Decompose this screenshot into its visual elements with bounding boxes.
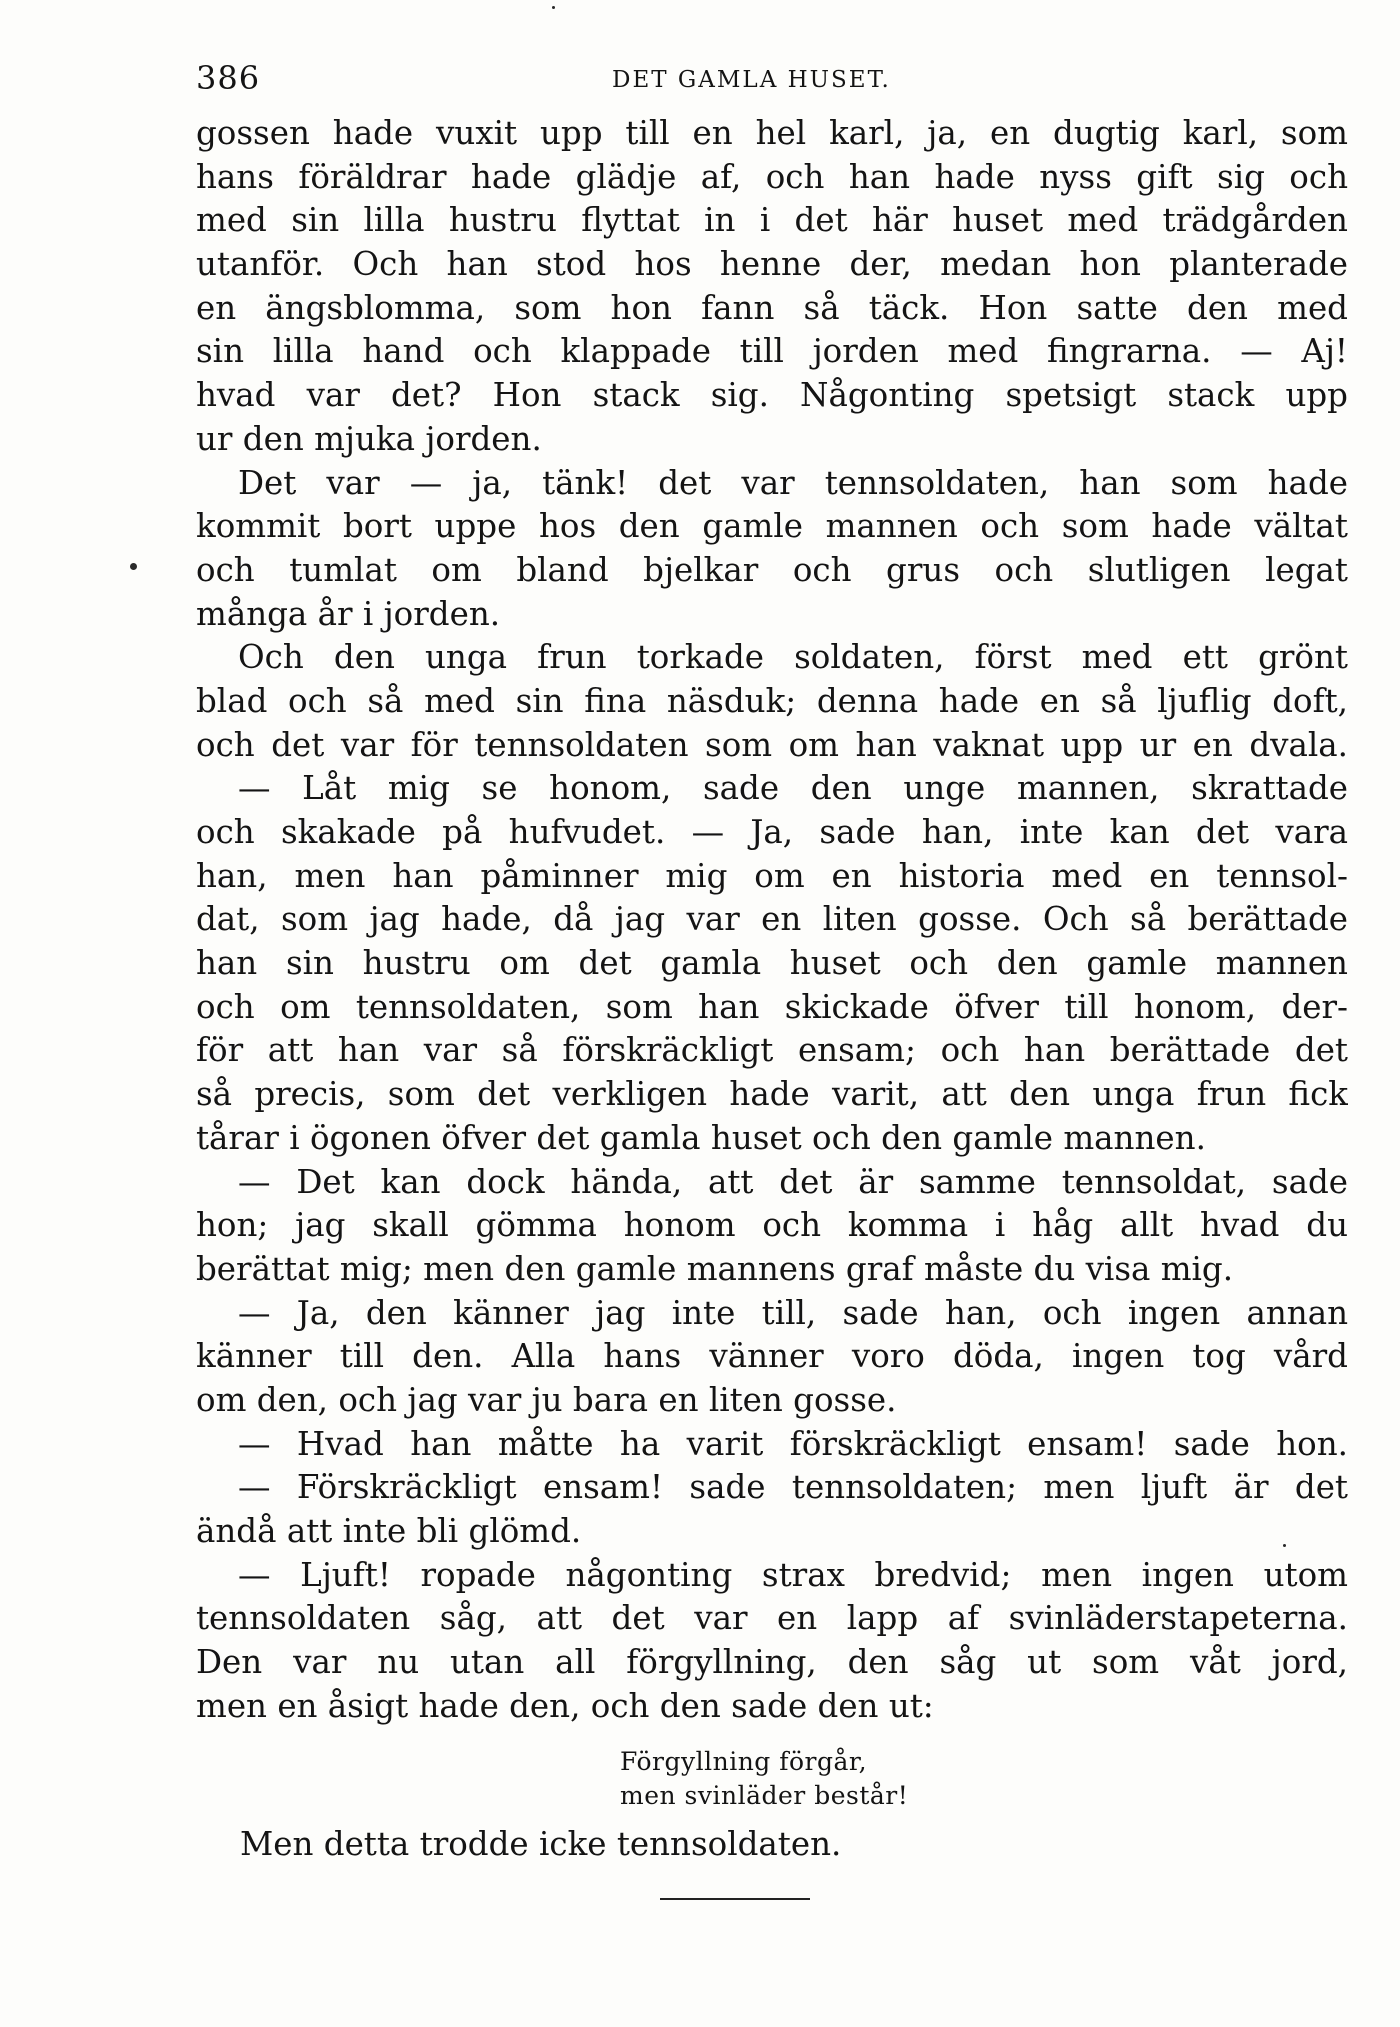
text-line: men en åsigt hade den, och den sade den ut: (196, 1686, 934, 1725)
end-rule (660, 1898, 810, 1900)
text-line: dat, som jag hade, då jag var en liten gosse. Och så berättade (196, 900, 1348, 939)
verse-line: men svinläder består! (620, 1781, 909, 1810)
text-line: och det var för tennsoldaten som om han vaknat upp ur en dvala. (196, 725, 1348, 764)
verse-block (620, 1745, 908, 1813)
running-head (196, 58, 1346, 98)
print-speck (552, 6, 555, 9)
text-line: Den var nu utan all förgyllning, den såg ut som våt jord, (196, 1643, 1348, 1682)
text-line: tennsoldaten såg, att det var en lapp af svinläderstapeterna. (196, 1599, 1348, 1638)
verse-line: Förgyllning förgår, (620, 1747, 868, 1776)
text-line: — Hvad han måtte ha varit förskräckligt ensam! sade hon. (238, 1424, 1348, 1463)
text-line: hvad var det? Hon stack sig. Någonting spetsigt stack upp (196, 376, 1348, 415)
text-line: tårar i ögonen öfver det gamla huset och den gamle mannen. (196, 1118, 1206, 1157)
text-line: gossen hade vuxit upp till en hel karl, ja, en dugtig karl, som (196, 114, 1348, 152)
text-line: sin lilla hand och klappade till jorden med fingrarna. — Aj! (196, 332, 1348, 371)
page-number: 386 (196, 59, 261, 97)
text-line: för att han var så förskräckligt ensam; och han berättade det (196, 1031, 1348, 1070)
print-speck (1283, 1544, 1286, 1547)
text-line: blad och så med sin fina näsduk; denna hade en så ljuflig doft, (196, 681, 1348, 720)
text-line: så precis, som det verkligen hade varit, att den unga frun fick (196, 1075, 1348, 1114)
text-line: och skakade på hufvudet. — Ja, sade han, inte kan det vara (196, 813, 1348, 851)
closing-line: Men detta trodde icke tennsoldaten. (240, 1825, 842, 1863)
text-line: — Förskräckligt ensam! sade tennsoldaten; men ljuft är det (238, 1468, 1348, 1507)
text-line: känner till den. Alla hans vänner voro döda, ingen tog vård (196, 1337, 1348, 1376)
running-title: DET GAMLA HUSET. (612, 67, 891, 93)
text-line: en ängsblomma, som hon fann så täck. Hon satte den med (196, 288, 1348, 327)
text-line: och tumlat om bland bjelkar och grus och slutligen legat (196, 550, 1348, 589)
text-line: Och den unga frun torkade soldaten, först med ett grönt (238, 638, 1348, 677)
text-line: hon; jag skall gömma honom och komma i håg allt hvad du (196, 1206, 1348, 1245)
text-line: många år i jorden. (196, 594, 501, 633)
text-line: — Ja, den känner jag inte till, sade han, och ingen annan (238, 1293, 1348, 1332)
text-line: utanför. Och han stod hos henne der, medan hon planterade (196, 245, 1348, 284)
text-line: han, men han påminner mig om en historia med en tennsol- (196, 856, 1348, 895)
text-line: Det var — ja, tänk! det var tennsoldaten, han som hade (238, 463, 1348, 502)
text-line: berättat mig; men den gamle mannens graf måste du visa mig. (196, 1249, 1234, 1288)
text-line: ur den mjuka jorden. (196, 419, 542, 458)
text-line: och om tennsoldaten, som han skickade öfver till honom, der- (196, 987, 1348, 1026)
text-line: — Ljuft! ropade någonting strax bredvid; men ingen utom (238, 1555, 1348, 1594)
text-line: ändå att inte bli glömd. (196, 1512, 582, 1550)
body-text (196, 112, 1348, 1728)
text-line: om den, och jag var ju bara en liten gosse. (196, 1380, 897, 1419)
text-line: kommit bort uppe hos den gamle mannen och som hade vältat (196, 507, 1348, 546)
text-line: han sin hustru om det gamla huset och den gamle mannen (196, 944, 1348, 983)
print-speck (130, 563, 137, 570)
text-line: — Det kan dock hända, att det är samme tennsoldat, sade (238, 1162, 1348, 1201)
text-line: hans föräldrar hade glädje af, och han hade nyss gift sig och (196, 157, 1348, 196)
text-line: — Låt mig se honom, sade den unge mannen, skrattade (238, 769, 1348, 808)
text-line: med sin lilla hustru flyttat in i det här huset med trädgården (196, 201, 1348, 240)
